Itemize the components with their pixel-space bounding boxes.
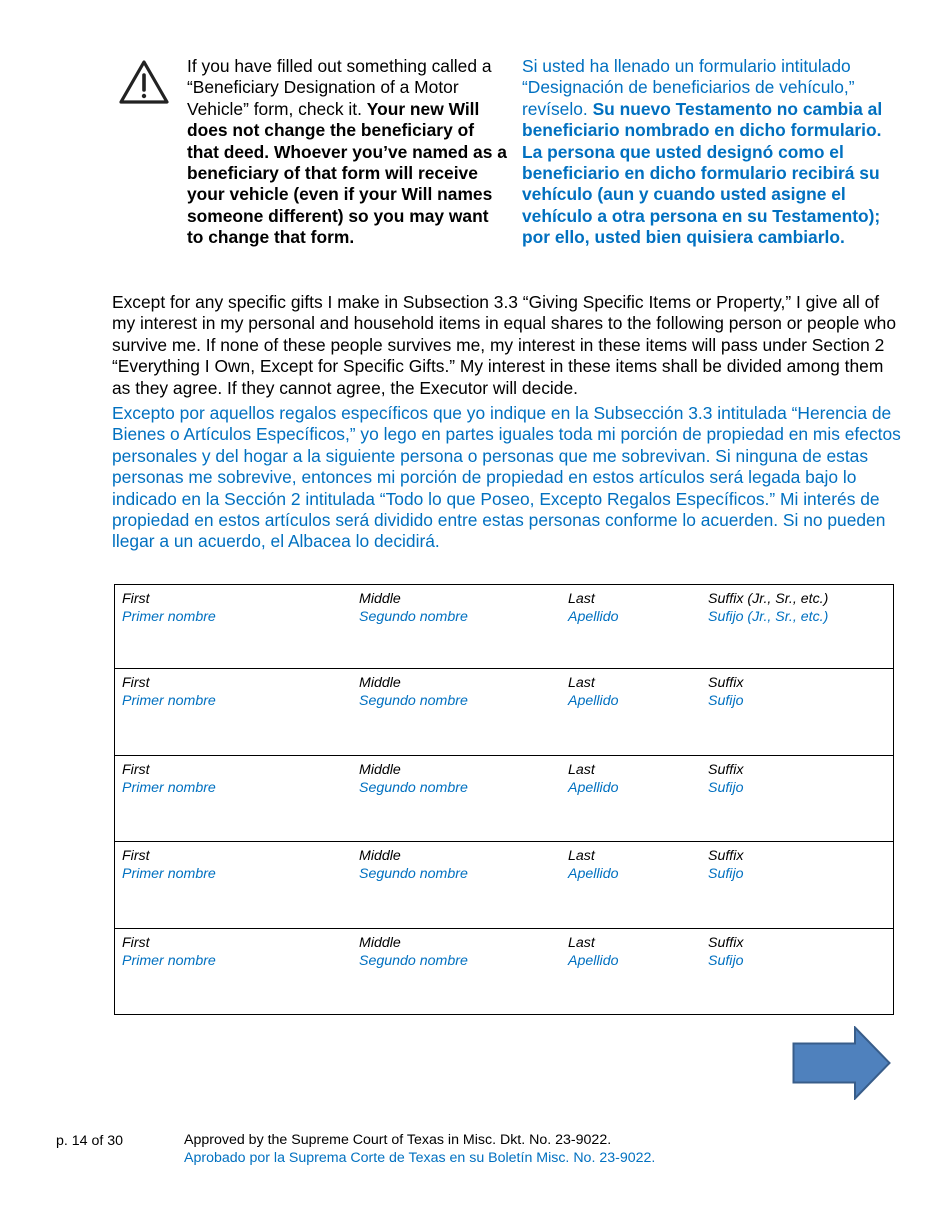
suffix-label-es: Sufijo [708, 866, 744, 882]
first-name-label-es: Primer nombre [122, 866, 216, 882]
suffix-label-es: Sufijo [708, 693, 744, 709]
last-name-label: Last [568, 591, 595, 607]
last-name-label: Last [568, 762, 595, 778]
page-number: p. 14 of 30 [56, 1133, 124, 1149]
middle-name-label-es: Segundo nombre [359, 609, 468, 625]
middle-name-label-es: Segundo nombre [359, 953, 468, 969]
beneficiary-name-row[interactable] [115, 842, 894, 929]
first-name-label: First [122, 848, 150, 864]
first-name-label: First [122, 675, 150, 691]
warning-note-spanish-intro: Si usted ha llenado un formulario intitulado “Designación de beneficiarios de vehículo,” revíselo. [522, 56, 855, 119]
first-name-label-es: Primer nombre [122, 693, 216, 709]
warning-note-english-bold: Your new Will does not change the beneficiary of that deed. Whoever you’ve named as a beneficiary of that form will receive your vehicle (even if your Will names someone different) so you may want to change that form. [187, 98, 507, 248]
approval-footer-spanish: Aprobado por la Suprema Corte de Texas en su Boletín Misc. No. 23-9022. [184, 1149, 656, 1166]
last-name-label-es: Apellido [568, 953, 619, 969]
warning-note-english-intro: If you have filled out something called a “Beneficiary Designation of a Motor Vehicle” form, check it. [187, 56, 492, 119]
approval-footer-english: Approved by the Supreme Court of Texas in Misc. Dkt. No. 23-9022. [184, 1132, 612, 1148]
suffix-label-es: Sufijo [708, 953, 744, 969]
warning-note-spanish [522, 56, 892, 249]
suffix-label: Suffix [708, 675, 744, 691]
suffix-label: Suffix [708, 848, 744, 864]
middle-name-label: Middle [359, 848, 401, 864]
approval-footer [184, 1132, 655, 1167]
middle-name-label: Middle [359, 762, 401, 778]
suffix-label: Suffix [708, 935, 744, 951]
middle-name-label-es: Segundo nombre [359, 780, 468, 796]
beneficiary-names-table [114, 584, 894, 1015]
last-name-label: Last [568, 848, 595, 864]
warning-note-spanish-bold: Su nuevo Testamento no cambia al beneficiario nombrado en dicho formulario. La persona que usted designó como el beneficiario en dicho formulario recibirá su vehículo (aun y cuando usted asigne el vehículo a otra persona en su Testamento); por ello, usted bien quisiera cambiarlo. [522, 98, 883, 248]
warning-triangle-icon [118, 58, 170, 106]
first-name-label: First [122, 591, 150, 607]
middle-name-label: Middle [359, 675, 401, 691]
beneficiary-name-row[interactable] [115, 585, 894, 669]
last-name-label: Last [568, 935, 595, 951]
middle-name-label-es: Segundo nombre [359, 866, 468, 882]
suffix-label: Suffix [708, 762, 744, 778]
beneficiary-name-row[interactable] [115, 756, 894, 842]
first-name-label: First [122, 762, 150, 778]
last-name-label-es: Apellido [568, 693, 619, 709]
first-name-label-es: Primer nombre [122, 780, 216, 796]
last-name-label-es: Apellido [568, 609, 619, 625]
middle-name-label: Middle [359, 935, 401, 951]
beneficiary-name-row[interactable] [115, 669, 894, 756]
middle-name-label-es: Segundo nombre [359, 693, 468, 709]
first-name-label-es: Primer nombre [122, 953, 216, 969]
suffix-label-es: Sufijo [708, 780, 744, 796]
suffix-label-es: Sufijo (Jr., Sr., etc.) [708, 609, 829, 625]
middle-name-label: Middle [359, 591, 401, 607]
warning-note-english [187, 56, 507, 249]
right-arrow-icon[interactable] [792, 1026, 892, 1100]
last-name-label-es: Apellido [568, 866, 619, 882]
first-name-label-es: Primer nombre [122, 609, 216, 625]
gift-paragraph-spanish: Excepto por aquellos regalos específicos que yo indique en la Subsección 3.3 intitulada “Herencia de Bienes o Artículos Específicos,” yo lego en partes iguales toda mi porción de propiedad en mis efectos personales y del hogar a la siguiente persona o personas que me sobrevivan. Si ninguna de estas personas me sobrevive, entonces mi porción de propiedad en estos artículos será legada bajo lo indicado en la Sección 2 intitulada “Todo lo que Poseo, Excepto Regalos Específicos.” Mi interés de propiedad en estos artículos será dividido entre estas personas conforme lo acuerden. Si no pueden llegar a un acuerdo, el Albacea lo decidirá. [112, 403, 901, 552]
gift-paragraph-english: Except for any specific gifts I make in Subsection 3.3 “Giving Specific Items or Property,” I give all of my interest in my personal and household items in equal shares to the following person or people who survive me. If none of these people survives me, my interest in these items will pass under Section 2 “Everything I Own, Except for Specific Gifts.” My interest in these items shall be divided among them as they agree. If they cannot agree, the Executor will decide. [112, 292, 896, 398]
suffix-label: Suffix (Jr., Sr., etc.) [708, 591, 829, 607]
last-name-label-es: Apellido [568, 780, 619, 796]
last-name-label: Last [568, 675, 595, 691]
beneficiary-name-row[interactable] [115, 929, 894, 1015]
first-name-label: First [122, 935, 150, 951]
